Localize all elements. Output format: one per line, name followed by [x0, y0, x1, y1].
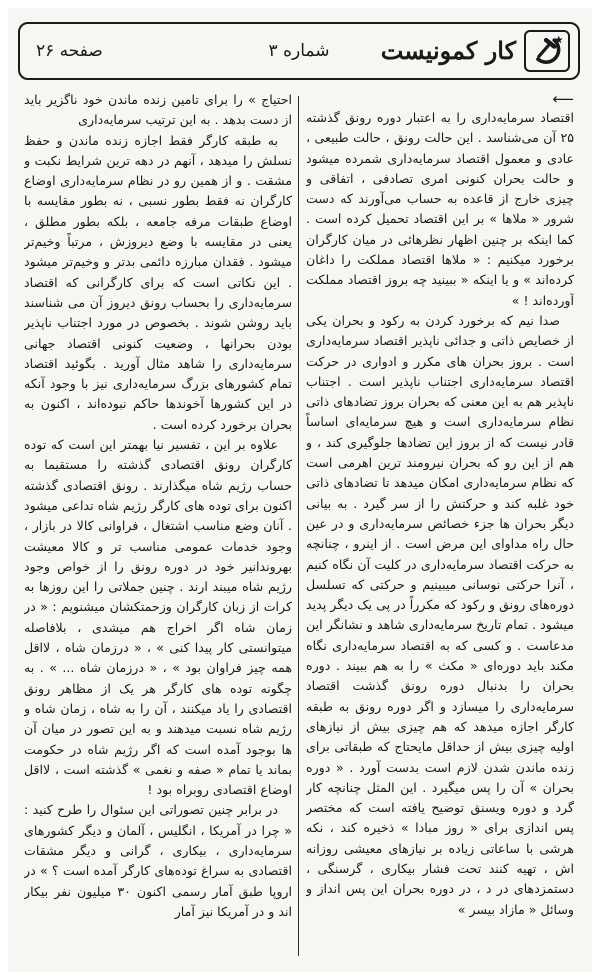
paragraph: صدا نیم که برخورد کردن به رکود و بحران یکی از خصایص ذاتی و جدائی ناپذیر اقتصاد سرمایه‌داری است . بروز بحران های مکرر و ادواری در حرکت اقتصاد سرمایه‌داری اجتناب ناپذیر است . اجتناب ناپذیر هم به این معنی که بحران بروز تضادهای ذاتی نظام سرمایه‌داری است و هیچ سرمایه‌ای اساساً قادر نیست که از بروز این تضادها جلوگیری کند ، و هم از این رو که بحران نیرومند ترین اهرمی است که نظام سرمایه‌داری امکان میدهد تا تضادهای ذاتی خود غلبه کند و حرکتش را از سر گیرد . به بیانی دیگر بحران ها جزء خصائص سرمایه‌داری و در عین حال راه مداوای این مرض است . از اینرو ، چنانچه به حرکت اقتصاد سرمایه‌داری در کلیت آن نگاه کنیم ، آنرا حرکتی نوسانی میبینیم و حرکتی که تسلسل دوره‌های رونق و رکود که مکرراً در پی یک دیگر پدید میشود . تمام تاریخ سرمایه‌داری شاهد و نشانگر این مدعاست . و کسی که به اقتصاد سرمایه‌داری نگاه مکند باید دوره‌ای « مکث » را به هم ببیند . دوره بحران را بدنبال دوره رونق گذشت اقتصاد سرمایه‌داری را میسازد و اگر دوره رونق به طبقه کارگر اجازه میدهد که هم چیزی بیش از نیازهای اولیه چیزی بیش از حداقل مایحتاج که طبقاتی برای زنده ماندن شدن لازم است بدست آورد . « دوره بحران » آن را پس میگیرد . این المثل چنانچه کار گرد و دوره ویسنق توضیح یافته است که مختصر پس اندازی برای « روز مبادا » ذخیره کند ، نکه هرشی با ساعاتی زیاده بر نیازهای معیشی روزانه اش ، تهیه کنند تحت فشار بیکاری ، گرسنگی ، دستمزدهای در د ، در دوره بحران این پس انداز و وسائل « مازاد بیسر »	[306, 312, 574, 917]
page-number: صفحه ۲۶	[36, 41, 103, 61]
newspaper-page	[8, 8, 592, 972]
left-column	[24, 90, 292, 962]
paragraph: احتیاج » را برای تامین زنده ماندن خود ناگزیر باید از دست بدهد . به این ترتیب سرمایه‌داری	[24, 92, 292, 128]
paragraph: اقتصاد سرمایه‌داری را به اعتبار دوره رونق گذشته ۲۵ آن می‌شناسد . این حالت رونق ، حالت طبیعی ، عادی و معمول اقتصاد سرمایه‌داری شمرده میشود و حالت بحران کنونی امری تصادفی ، اتفاقی و چیزی خارج از قاعده به حساب می‌آورند که دست شرور « ملاها » بر این اقتصاد تحمیل کرده است . کما اینکه بر چنین اظهار نظرهائی در میان کارگران برخورد میکنیم : « ملاها اقتصاد مملکت را داغان کرده‌اند » و یا اینکه « ببینید چه بروز اقتصاد مملکت آورده‌اند ! »	[306, 110, 574, 308]
left-arrow-icon: ⟵	[552, 90, 574, 108]
paragraph: در برابر چنین تصوراتی این سئوال را طرح کنید : « چرا در آمریکا ، انگلیس ، آلمان و دیگر کشورهای سرمایه‌داری ، بیکاری ، گرانی و دیگر مشقات اقتصادی به سراغ توده‌های کارگر آمده است ؟ » در اروپا طبق آمار رسمی اکنون ۳۰ میلیون نفر بیکار اند و در آمریکا نیز آمار	[24, 802, 292, 919]
paper-title: کار کمونیست	[380, 36, 516, 65]
paragraph: به طبقه کارگر فقط اجازه زنده ماندن و حفظ نسلش را میدهد ، آنهم در دهه ترین شرایط نکبت و مشقت . و از همین رو در نظام سرمایه‌داری اوضاع کارگران نه فقط بطور نسبی ، نه بطور مقایسه با اوضاع طبقات مرفه جامعه ، بلکه بطور مطلق ، یعنی در مقایسه با وضع دیروزش ، مرتباً وخیم‌تر میشود . فقدان مبارزه دائمی بدتر و وخیم‌تر میشود . این نکاتی است که برای کارگرانی که اقتصاد سرمایه‌داری را بحساب رونق دیروز آن می شناسند باید روشن شوند . بخصوص در مورد اجتناب ناپذیر بودن بحرانها ، وضعیت کنونی اقتصاد جهانی سرمایه‌داری را شاهد مثال آورید . بگوئید اقتصاد تمام کشورهای بزرگ سرمایه‌داری نیز با وجود آنکه در این کشورها آخوندها حاکم نبوده‌اند ، اکنون به بحران برخورد کرده است .	[24, 132, 292, 432]
column-divider	[298, 96, 299, 956]
issue-number: شماره ۳	[268, 41, 330, 61]
paragraph: علاوه بر این ، تفسیر نیا بهمتر این است که توده کارگران رونق اقتصادی گذشته را مستقیما به حساب رژیم شاه میگذارند . رونق اقتصادی گذشته اکنون برای توده های کارگر رژیم شاه تداعی میشود . آنان وضع مناسب اشتغال ، فراوانی کالا در بازار ، وجود خدمات عمومی مناسب تر و کالا معیشت بهروندانیر خود در دوره رونق را از خواص وجود رژیم شاه میبند ارند . چنین جملاتی را این روزها به کرات از زبان کارگران وزحمتکشان میشنویم : « در زمان شاه اگر اخراج هم میشدی ، بلافاصله میتوانستی کار پیدا کنی » ، « درزمان شاه ، لااقل همه چیز فراوان بود » ، « درزمان شاه ... » . به چگونه توده های کارگر هر یک از مظاهر رونق اقتصادی را یاد میکنند ، آن را به شاه ، زمان شاه و رژیم شاه نسبت میدهند و به این تصور در میان آن ها بوجود آمده است که اگر رژیم شاه در حکومت بماند یا تمام « صفه و نغمی » گذشته است ، لااقل اوضاع اقتصادی روبراه بود !	[24, 437, 292, 798]
right-column	[306, 90, 574, 962]
masthead	[18, 22, 580, 80]
article-columns	[18, 90, 580, 962]
